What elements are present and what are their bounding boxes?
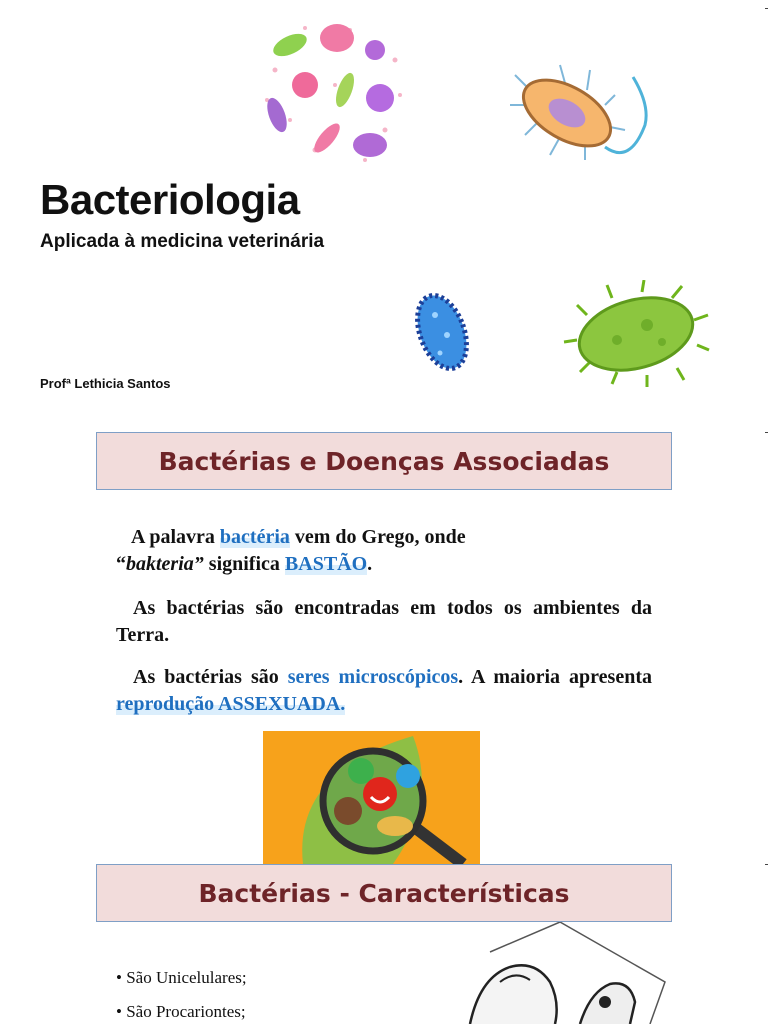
text-run: . <box>367 553 373 575</box>
highlight-bastao: BASTÃO <box>284 553 368 575</box>
rod-bacterium-illustration <box>505 55 650 170</box>
paragraph-3 <box>116 664 652 718</box>
cartoon-scientist-sketch <box>440 922 670 1024</box>
highlight-microscopic: seres microscópicos <box>287 666 459 688</box>
slide-3-header: Bactérias - Características <box>96 864 672 922</box>
highlight-bacteria: bactéria <box>219 526 290 548</box>
highlight-reproduction: reprodução ASSEXUADA. <box>116 693 346 715</box>
bullet-procariontes: • São Procariontes; <box>116 1002 246 1021</box>
text-run: significa <box>203 553 285 575</box>
bullet-unicelulares: • São Unicelulares; <box>116 968 247 987</box>
text-run: . A maioria apresenta <box>458 666 652 688</box>
text-run: “ <box>116 553 126 575</box>
presentation-title: Bacteriologia <box>40 176 300 223</box>
green-bacterium-illustration <box>562 280 710 388</box>
text-run: A palavra <box>131 526 220 548</box>
blue-bacterium-illustration <box>405 285 480 380</box>
paragraph-2: As bactérias são encontradas em todos os ambientes da Terra. <box>116 597 652 646</box>
text-run: As bactérias são <box>133 666 288 688</box>
presentation-subtitle: Aplicada à medicina veterinária <box>40 231 325 252</box>
presentation-author: Profª Lethicia Santos <box>40 376 171 391</box>
slide-2-header: Bactérias e Doenças Associadas <box>96 432 672 490</box>
bacteria-cluster-illustration <box>255 10 415 170</box>
italic-bakteria: bakteria” <box>126 553 204 575</box>
paragraph-1 <box>116 524 652 578</box>
magnifier-bacteria-image <box>263 731 480 864</box>
text-run: vem do Grego, onde <box>289 526 466 548</box>
